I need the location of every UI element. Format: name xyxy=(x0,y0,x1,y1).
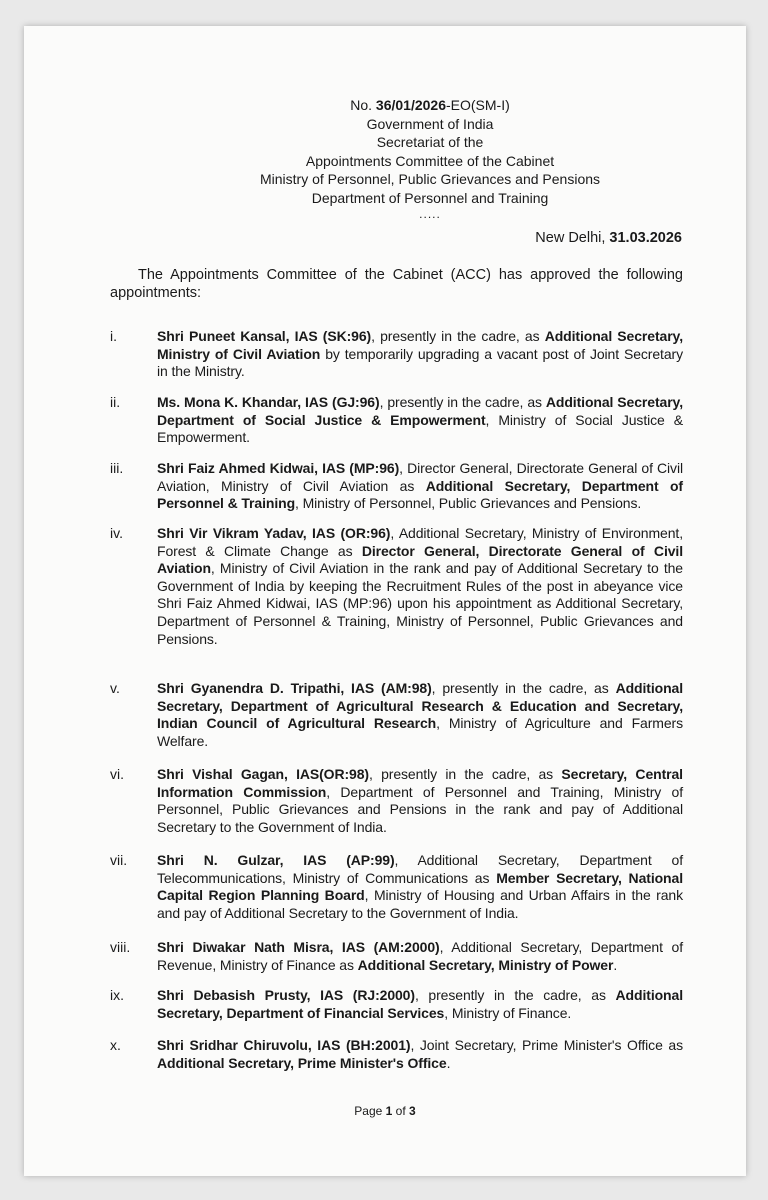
item-number: i. xyxy=(110,328,117,344)
item-number: viii. xyxy=(110,939,131,955)
item-text xyxy=(157,766,683,836)
item-text-regular: , Ministry of Agriculture and Farmers Welfare. xyxy=(157,715,683,749)
item-text-regular: , Ministry of Personnel, Public Grievances and Pensions. xyxy=(295,495,642,512)
item-text-bold: Shri Diwakar Nath Misra, IAS (AM:2000) xyxy=(157,939,440,955)
item-text-bold: Shri Faiz Ahmed Kidwai, IAS (MP:96) xyxy=(157,460,400,476)
item-text-regular: . xyxy=(613,956,618,973)
header-line-committee: Appointments Committee of the Cabinet xyxy=(305,152,555,169)
item-text-bold: Additional Secretary, Department of Financial Services xyxy=(157,987,683,1021)
header-line-secretariat: Secretariat of the xyxy=(376,134,484,150)
item-text-regular: , presently in the cadre, as xyxy=(379,394,546,410)
item-text xyxy=(157,460,683,513)
item-text-bold: Shri Puneet Kansal, IAS (SK:96) xyxy=(157,328,372,344)
item-text xyxy=(157,852,683,922)
item-number: iii. xyxy=(110,460,124,476)
item-text-regular: , Additional Secretary, Ministry of Environment, Forest & Climate Change as xyxy=(157,525,683,559)
item-number: ii. xyxy=(110,394,121,410)
item-text-regular: , Joint Secretary, Prime Minister's Office as xyxy=(410,1037,683,1053)
item-text-bold: Member Secretary, National Capital Region Planning Board xyxy=(157,869,683,904)
item-text-bold: Additional Secretary, Department of Agricultural Research & Education and Secretary, Indian Council of Agricultural Research xyxy=(157,680,683,732)
document-header xyxy=(69,96,768,221)
header-line-ministry: Ministry of Personnel, Public Grievances and Pensions xyxy=(259,171,601,187)
item-text xyxy=(157,328,683,381)
item-text-regular: , presently in the cadre, as xyxy=(414,987,616,1003)
item-text xyxy=(157,987,683,1022)
item-text-regular: by temporarily upgrading a vacant post of Joint Secretary in the Ministry. xyxy=(157,345,683,380)
item-text-bold: Shri Vishal Gagan, IAS(OR:98) xyxy=(157,766,369,782)
item-number: vi. xyxy=(110,766,124,782)
item-text-bold: Additional Secretary, Department of Social Justice & Empowerment xyxy=(157,394,683,428)
item-text-bold: Ms. Mona K. Khandar, IAS (GJ:96) xyxy=(157,394,380,410)
item-text-regular: , Department of Personnel and Training, Ministry of Personnel, Public Grievances and Pensions in the rank and pay of Additional Secretary to the Government of India. xyxy=(157,783,683,835)
item-text xyxy=(157,394,683,447)
item-text-regular: , presently in the cadre, as xyxy=(371,328,545,344)
item-text-bold: Shri Vir Vikram Yadav, IAS (OR:96) xyxy=(157,525,391,541)
item-text-bold: Additional Secretary, Prime Minister's Office xyxy=(157,1054,447,1071)
item-text-bold: Shri N. Gulzar, IAS (AP:99) xyxy=(157,852,395,868)
item-text-regular: , Ministry of Civil Aviation in the rank and pay of Additional Secretary to the Government of India by keeping the Recruitment Rules of the post in abeyance vice Shri Faiz Ahmed Kidwai, IAS (MP:96) upon his appointment as Additional Secretary, Department of Personnel & Training, Ministry of Personnel, Public Grievances and Pensions. xyxy=(157,560,683,647)
item-text-bold: Additional Secretary, Ministry of Civil Aviation xyxy=(157,328,683,362)
item-text-regular: , Ministry of Social Justice & Empowerment. xyxy=(157,411,683,446)
item-text xyxy=(157,1037,683,1072)
header-separator-dots: ..... xyxy=(419,207,441,221)
reference-number: No. 36/01/2026-EO(SM-I) xyxy=(350,97,510,113)
intro-paragraph: The Appointments Committee of the Cabinet (ACC) has approved the following appointments: xyxy=(110,267,683,301)
header-line-department: Department of Personnel and Training xyxy=(311,189,549,206)
item-text-regular: , Director General, Directorate General of Civil Aviation, Ministry of Civil Aviation as xyxy=(157,460,683,494)
item-text-regular: , presently in the cadre, as xyxy=(368,766,562,782)
item-text xyxy=(157,939,683,974)
document-page xyxy=(24,26,746,1176)
item-text-bold: Director General, Directorate General of Civil Aviation xyxy=(157,542,683,577)
item-number: ix. xyxy=(110,987,124,1003)
item-text-bold: Additional Secretary, Department of Personnel & Training xyxy=(157,477,683,512)
item-text-bold: Shri Gyanendra D. Tripathi, IAS (AM:98) xyxy=(157,680,432,696)
item-text-regular: , Ministry of Finance. xyxy=(444,1004,572,1021)
item-text-regular: . xyxy=(446,1054,451,1071)
item-number: iv. xyxy=(110,525,123,541)
issue-date: New Delhi, 31.03.2026 xyxy=(535,230,682,246)
item-number: vii. xyxy=(110,852,128,868)
item-text-bold: Shri Sridhar Chiruvolu, IAS (BH:2001) xyxy=(157,1037,411,1053)
item-text-bold: Shri Debasish Prusty, IAS (RJ:2000) xyxy=(157,987,415,1003)
page-number: Page 1 of 3 xyxy=(354,1104,416,1118)
item-text-regular: , Additional Secretary, Department of Revenue, Ministry of Finance as xyxy=(157,939,684,973)
item-number: x. xyxy=(110,1037,121,1053)
header-line-government: Government of India xyxy=(366,115,494,132)
item-text xyxy=(157,525,683,648)
item-text-regular: , presently in the cadre, as xyxy=(431,680,616,696)
item-text-regular: , Additional Secretary, Department of Telecommunications, Ministry of Communications as xyxy=(157,852,683,886)
item-text-regular: , Ministry of Housing and Urban Affairs in the rank and pay of Additional Secretary to the Government of India. xyxy=(157,887,683,921)
item-text-bold: Secretary, Central Information Commission xyxy=(157,766,683,800)
item-number: v. xyxy=(110,680,120,696)
item-text-bold: Additional Secretary, Ministry of Power xyxy=(357,956,614,973)
item-text xyxy=(157,680,683,750)
